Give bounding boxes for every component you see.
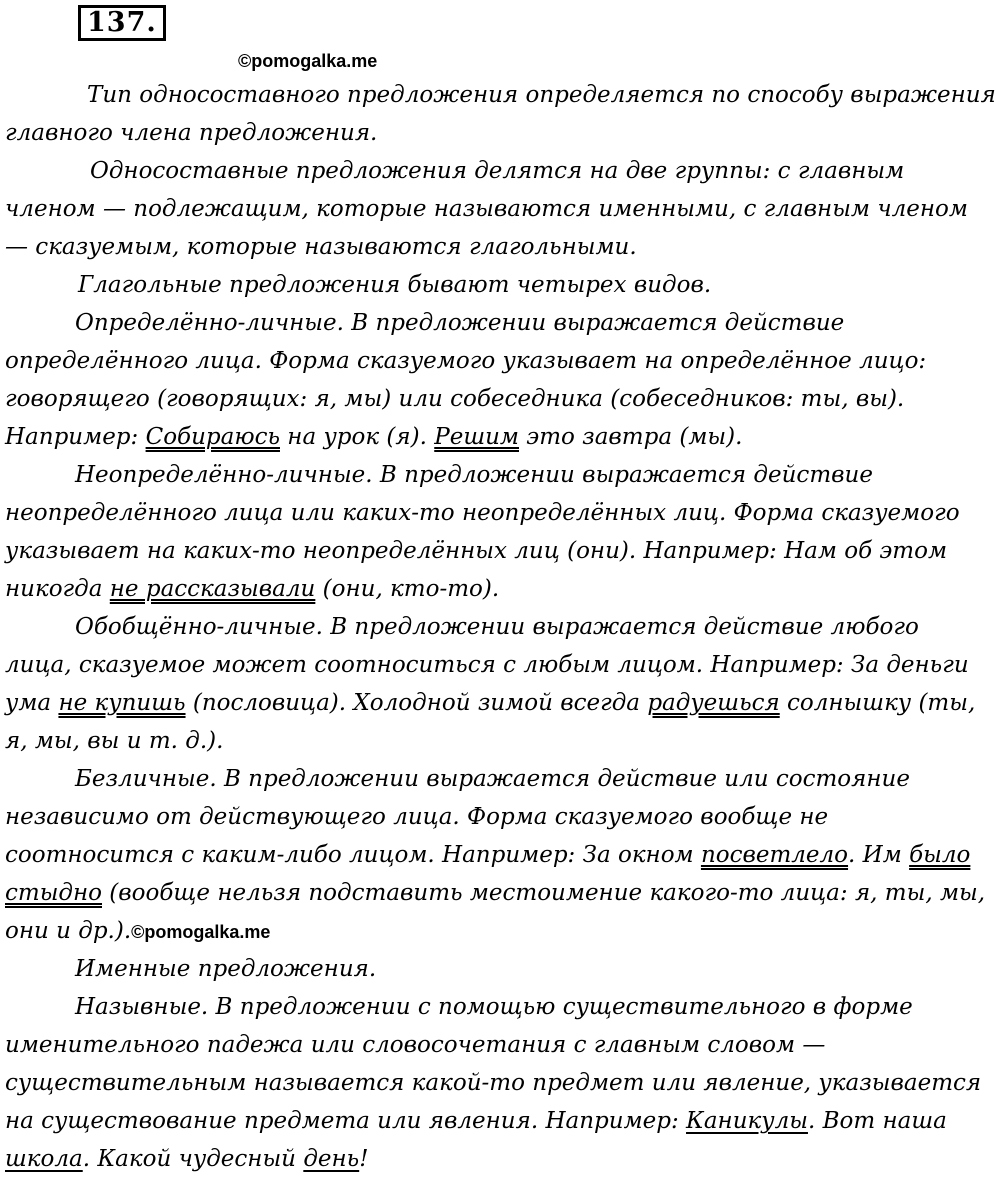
text-fragment: . Какой чудесный — [82, 1146, 304, 1172]
text-line: существительным называется какой-то предмет или явление, указывается — [5, 1070, 982, 1096]
predicate-underlined: Собираюсь — [145, 424, 280, 450]
text-line: именительного падежа или словосочетания с главным словом — — [5, 1032, 826, 1058]
text-line — [5, 570, 960, 608]
predicate-underlined: радуешься — [647, 690, 780, 716]
exercise-text — [5, 76, 996, 1178]
text-fragment: солнышку (ты, — [779, 690, 976, 716]
text-line: членом — подлежащим, которые называются именными, с главным членом — [5, 196, 968, 222]
text-fragment: они и др.). — [5, 918, 132, 944]
watermark-inline: ©pomogalka.me — [131, 922, 271, 942]
text-line — [5, 836, 971, 874]
text-fragment: соотносится с каким-либо лицом. Например: За окном — [5, 842, 701, 868]
text-line — [5, 418, 960, 456]
text-line: Именные предложения. — [75, 956, 377, 982]
text-line: Неопределённо-личные. В предложении выражается действие — [75, 462, 873, 488]
text-fragment: (пословица). Холодной зимой всегда — [185, 690, 648, 716]
text-fragment: никогда — [5, 576, 110, 602]
text-line: указывает на каких-то неопределённых лиц (они). Например: Нам об этом — [5, 538, 948, 564]
predicate-underlined: Решим — [434, 424, 519, 450]
predicate-underlined: не купишь — [58, 690, 186, 716]
text-line: Определённо-личные. В предложении выражается действие — [75, 310, 845, 336]
subject-underlined: Каникулы — [686, 1108, 808, 1134]
predicate-underlined: было — [909, 842, 971, 868]
text-line: неопределённого лица или каких-то неопределённых лиц. Форма сказуемого — [5, 500, 960, 526]
text-fragment: . Им — [848, 842, 910, 868]
text-line: Тип односоставного предложения определяется по способу выражения — [87, 82, 996, 108]
text-fragment: ума — [5, 690, 59, 716]
text-fragment: (они, кто-то). — [315, 576, 500, 602]
text-line — [5, 874, 986, 912]
text-line: Односоставные предложения делятся на две группы: с главным — [90, 158, 905, 184]
predicate-underlined: стыдно — [5, 880, 102, 906]
text-line — [5, 684, 976, 722]
predicate-underlined: посветлело — [700, 842, 849, 868]
text-line: независимо от действующего лица. Форма сказуемого вообще не — [5, 804, 829, 830]
subject-underlined: школа — [5, 1146, 83, 1172]
text-line: определённого лица. Форма сказуемого указывает на определённое лицо: — [5, 348, 927, 374]
text-line — [5, 912, 960, 950]
text-line: лица, сказуемое может соотноситься с любым лицом. Например: За деньги — [5, 652, 969, 678]
task-number: 137. — [78, 5, 166, 41]
text-line: Безличные. В предложении выражается действие или состояние — [75, 766, 910, 792]
text-fragment: это завтра (мы). — [519, 424, 743, 450]
text-line: Назывные. В предложении с помощью существительного в форме — [75, 994, 913, 1020]
text-fragment: (вообще нельзя подставить местоимение какого-то лица: я, ты, мы, — [102, 880, 986, 906]
text-line: говорящего (говорящих: я, мы) или собеседника (собеседников: ты, вы). — [5, 386, 905, 412]
text-fragment: ! — [359, 1146, 369, 1172]
predicate-underlined: не рассказывали — [109, 576, 316, 602]
subject-underlined: день — [303, 1146, 360, 1172]
text-fragment: на существование предмета или явления. Например: — [5, 1108, 687, 1134]
text-line — [5, 1140, 960, 1178]
text-line: Обобщённо-личные. В предложении выражается действие любого — [75, 614, 919, 640]
text-fragment: . Вот наша — [807, 1108, 947, 1134]
text-line — [5, 1102, 960, 1140]
text-fragment: Например: — [5, 424, 146, 450]
text-fragment: на урок (я). — [279, 424, 435, 450]
text-line: я, мы, вы и т. д.). — [5, 728, 224, 754]
watermark-top: ©pomogalka.me — [238, 51, 378, 71]
text-line: — сказуемым, которые называются глагольными. — [5, 234, 637, 260]
text-line: главного члена предложения. — [5, 120, 378, 146]
text-line: Глагольные предложения бывают четырех видов. — [78, 272, 712, 298]
